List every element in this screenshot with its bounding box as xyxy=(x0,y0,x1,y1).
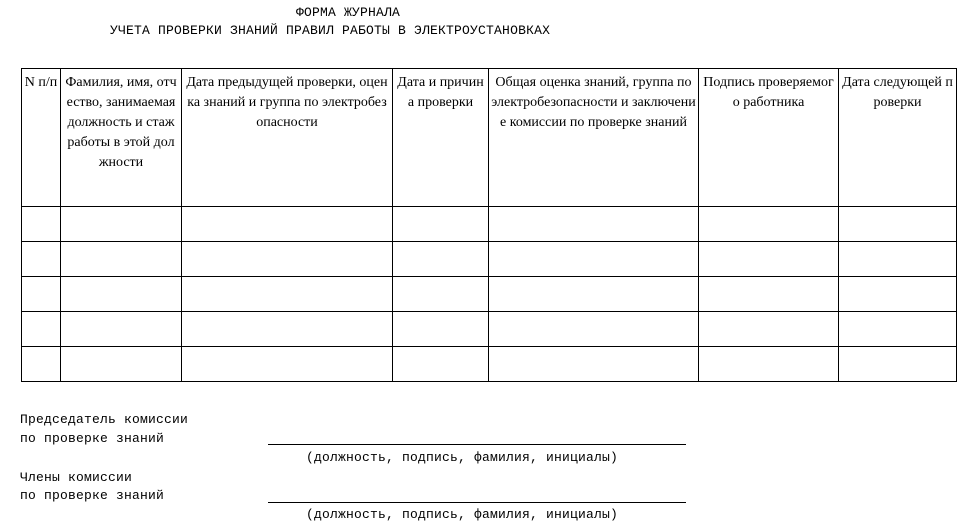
journal-table xyxy=(21,68,957,382)
table-cell xyxy=(839,347,957,382)
table-cell xyxy=(182,277,393,312)
table-row xyxy=(22,277,957,312)
table-row xyxy=(22,312,957,347)
table-cell xyxy=(182,242,393,277)
table-cell xyxy=(489,242,699,277)
table-cell xyxy=(839,312,957,347)
header-previous-check: Дата предыдущей проверки, оценка знаний и группа по электробезопасности xyxy=(182,69,393,207)
members-signature-hint: (должность, подпись, фамилия, инициалы) xyxy=(306,507,619,522)
table-cell xyxy=(393,347,489,382)
table-cell xyxy=(699,207,839,242)
table-cell xyxy=(182,312,393,347)
table-cell xyxy=(393,207,489,242)
table-cell xyxy=(61,347,182,382)
table-cell xyxy=(839,207,957,242)
table-cell xyxy=(182,207,393,242)
table-cell xyxy=(489,277,699,312)
table-row xyxy=(22,347,957,382)
table-cell xyxy=(839,277,957,312)
table-row xyxy=(22,242,957,277)
chairman-label-line2: по проверке знаний xyxy=(20,431,165,446)
chairman-label-line1: Председатель комиссии xyxy=(20,412,189,427)
table-cell xyxy=(22,277,61,312)
table-cell xyxy=(22,242,61,277)
members-label-line1: Члены комиссии xyxy=(20,470,133,485)
table-cell xyxy=(393,312,489,347)
table-cell xyxy=(699,277,839,312)
table-cell xyxy=(839,242,957,277)
table-cell xyxy=(699,312,839,347)
members-label-line2: по проверке знаний xyxy=(20,488,165,503)
table-header-row xyxy=(22,69,957,207)
table-cell xyxy=(699,242,839,277)
table-cell xyxy=(489,347,699,382)
table-cell xyxy=(182,347,393,382)
table-cell xyxy=(22,312,61,347)
header-check-date-reason: Дата и причина проверки xyxy=(393,69,489,207)
table-row xyxy=(22,207,957,242)
form-title-line2: УЧЕТА ПРОВЕРКИ ЗНАНИЙ ПРАВИЛ РАБОТЫ В ЭЛЕКТРОУСТАНОВКАХ xyxy=(110,23,551,38)
table-cell xyxy=(489,312,699,347)
header-number: N п/п xyxy=(22,69,61,207)
header-next-check-date: Дата следующей проверки xyxy=(839,69,957,207)
members-signature-line[interactable] xyxy=(268,502,686,503)
table-cell xyxy=(489,207,699,242)
table-cell xyxy=(699,347,839,382)
table-cell xyxy=(61,312,182,347)
header-overall-assessment: Общая оценка знаний, группа по электробезопасности и заключение комиссии по проверке знаний xyxy=(489,69,699,207)
table-cell xyxy=(393,242,489,277)
chairman-signature-line[interactable] xyxy=(268,444,686,445)
header-name-position: Фамилия, имя, отчество, занимаемая должность и стаж работы в этой должности xyxy=(61,69,182,207)
table-cell xyxy=(22,347,61,382)
chairman-signature-hint: (должность, подпись, фамилия, инициалы) xyxy=(306,450,619,465)
table-cell xyxy=(61,207,182,242)
table-cell xyxy=(61,242,182,277)
header-employee-signature: Подпись проверяемого работника xyxy=(699,69,839,207)
table-cell xyxy=(393,277,489,312)
table-cell xyxy=(61,277,182,312)
form-title-line1: ФОРМА ЖУРНАЛА xyxy=(296,5,401,20)
table-cell xyxy=(22,207,61,242)
